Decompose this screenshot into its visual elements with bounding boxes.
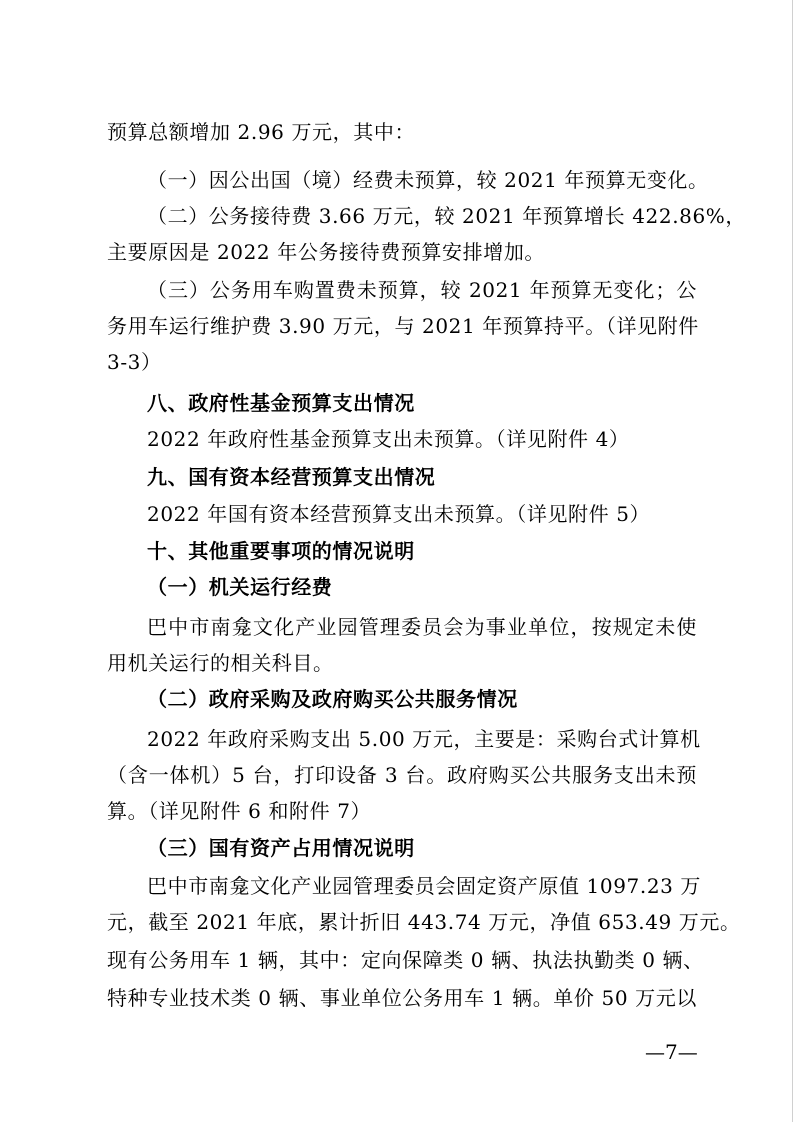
paragraph-line: 元，截至 2021 年底，累计折旧 443.74 万元，净值 653.49 万元。	[107, 910, 741, 934]
paragraph-line: 2022 年政府性基金预算支出未预算。（详见附件 4）	[147, 427, 630, 451]
subsection-heading: （一）机关运行经费	[147, 575, 333, 599]
paragraph-line: 现有公务用车 1 辆，其中：定向保障类 0 辆、执法执勤类 0 辆、	[107, 948, 704, 972]
paragraph-line: 算。（详见附件 6 和附件 7）	[107, 799, 372, 823]
paragraph-line: （二）公务接待费 3.66 万元，较 2021 年预算增长 422.86%，	[147, 204, 747, 228]
subsection-heading: （二）政府采购及政府购买公共服务情况	[147, 687, 518, 711]
section-heading: 九、国有资本经营预算支出情况	[147, 465, 436, 489]
paragraph-line: （三）公务用车购置费未预算，较 2021 年预算无变化；公	[147, 278, 697, 302]
paragraph-line: 用机关运行的相关科目。	[107, 651, 334, 675]
subsection-heading: （三）国有资产占用情况说明	[147, 836, 415, 860]
paragraph-line: 2022 年国有资本经营预算支出未预算。（详见附件 5）	[147, 502, 651, 526]
page-number: —7—	[645, 1040, 698, 1064]
paragraph-line: （含一体机）5 台，打印设备 3 台。政府购买公共服务支出未预	[107, 763, 697, 787]
paragraph-line: 巴中市南龛文化产业园管理委员会固定资产原值 1097.23 万	[147, 874, 702, 898]
paragraph-line: 特种专业技术类 0 辆、事业单位公务用车 1 辆。单价 50 万元以	[107, 986, 697, 1010]
paragraph-line: 2022 年政府采购支出 5.00 万元，主要是：采购台式计算机	[147, 727, 701, 751]
paragraph-line: 务用车运行维护费 3.90 万元，与 2021 年预算持平。（详见附件	[107, 314, 699, 338]
section-heading: 八、政府性基金预算支出情况	[147, 391, 415, 415]
section-heading: 十、其他重要事项的情况说明	[147, 539, 415, 563]
paragraph-line: 3-3）	[107, 350, 162, 374]
paragraph-line: 巴中市南龛文化产业园管理委员会为事业单位，按规定未使	[147, 615, 697, 639]
paragraph-line: （一）因公出国（境）经费未预算，较 2021 年预算无变化。	[147, 168, 709, 192]
paragraph-line: 主要原因是 2022 年公务接待费预算安排增加。	[107, 240, 546, 264]
paragraph-line: 预算总额增加 2.96 万元，其中：	[107, 120, 416, 144]
